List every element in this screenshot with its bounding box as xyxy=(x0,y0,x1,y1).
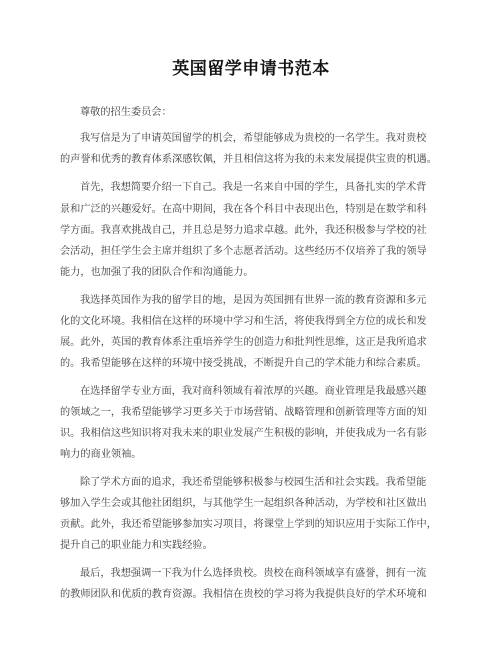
paragraph-line: 在选择留学专业方面，我对商科领域有着浓厚的兴趣。商业管理是我最感兴趣 xyxy=(80,386,427,397)
paragraph-line: 响力的商业领袖。 xyxy=(60,449,142,460)
paragraph-line: 展。此外，英国的教育体系注重培养学生的创造力和批判性思维，这正是我所追求 xyxy=(60,337,427,348)
paragraph-line: 的声誉和优秀的教育体系深感钦佩，并且相信这将为我的未来发展提供宝贵的机遇。 xyxy=(60,154,437,165)
paragraph-line: 景和广泛的兴趣爱好。在高中期间，我在各个科目中表现出色，特别是在数学和科 xyxy=(60,204,427,215)
paragraph-line: 我选择英国作为我的留学目的地，是因为英国拥有世界一流的教育资源和多元 xyxy=(80,295,427,306)
salutation: 尊敬的招生委员会： xyxy=(80,107,172,118)
paragraph-line: 会活动，担任学生会主席并组织了多个志愿者活动。这些经历不仅培养了我的领导 xyxy=(60,246,427,257)
paragraph-line: 的。我希望能够在这样的环境中接受挑战，不断提升自己的学术能力和综合素质。 xyxy=(60,358,427,369)
paragraph-line: 够加入学生会或其他社团组织，与其他学生一起组织各种活动，为学校和社区做出 xyxy=(60,498,427,509)
paragraph-line: 的教师团队和优质的教育资源。我相信在贵校的学习将为我提供良好的学术环境和 xyxy=(60,589,427,600)
paragraph-line: 除了学术方面的追求，我还希望能够积极参与校园生活和社会实践。我希望能 xyxy=(80,477,427,488)
paragraph-line: 能力，也加强了我的团队合作和沟通能力。 xyxy=(60,267,254,278)
document-title: 英国留学申请书范本 xyxy=(172,59,330,79)
paragraph-line: 的领域之一，我希望能够学习更多关于市场营销、战略管理和创新管理等方面的知 xyxy=(60,407,427,418)
paragraph-line: 首先，我想简要介绍一下自己。我是一名来自中国的学生，具备扎实的学术背 xyxy=(80,182,427,193)
paragraph-line: 化的文化环境。我相信在这样的环境中学习和生活，将使我得到全方位的成长和发 xyxy=(60,316,427,327)
paragraph-line: 学方面。我喜欢挑战自己，并且总是努力追求卓越。此外，我还积极参与学校的社 xyxy=(60,225,427,236)
paragraph-line: 识。我相信这些知识将对我未来的职业发展产生积极的影响，并使我成为一名有影 xyxy=(60,428,427,439)
paragraph-line: 提升自己的职业能力和实践经验。 xyxy=(60,540,213,551)
paragraph-line: 我写信是为了申请英国留学的机会，希望能够成为贵校的一名学生。我对贵校 xyxy=(80,133,427,144)
paragraph-line: 贡献。此外，我还希望能够参加实习项目，将课堂上学到的知识应用于实际工作中， xyxy=(60,519,437,530)
paragraph-line: 最后，我想强调一下我为什么选择贵校。贵校在商科领域享有盛誉，拥有一流 xyxy=(80,568,427,579)
